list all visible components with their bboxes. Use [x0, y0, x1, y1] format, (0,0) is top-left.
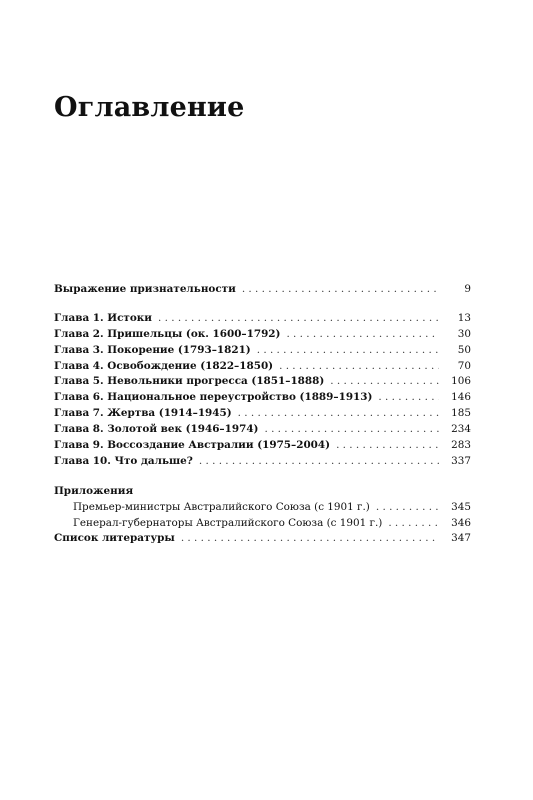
appendices-heading: Приложения: [54, 484, 134, 497]
dot-leader: [388, 516, 439, 532]
toc-entry-label: Глава 6. Национальное переустройство (1889–1913): [54, 391, 373, 404]
toc-entry-label: Выражение признательности: [54, 283, 236, 295]
toc-entry-label: Глава 2. Пришельцы (ок. 1600–1792): [54, 327, 281, 340]
toc-entry-chapter-7: [54, 406, 471, 422]
dot-leader: [286, 327, 439, 343]
toc-entry-chapter-1: [54, 311, 471, 327]
toc-entry-bibliography: [54, 531, 471, 547]
toc-page-number: 337: [451, 454, 471, 467]
toc-entry-label: Глава 1. Истоки: [54, 311, 152, 324]
toc-page-number: 13: [457, 311, 471, 324]
page-title: Оглавление: [54, 92, 245, 123]
dot-leader: [238, 406, 439, 422]
toc-entry-label: Список литературы: [54, 532, 175, 545]
toc-entry-label: Глава 3. Покорение (1793–1821): [54, 343, 251, 356]
dot-leader: [158, 311, 439, 327]
dot-leader: [257, 343, 439, 359]
spacer: [54, 298, 471, 311]
toc-entry-label: Глава 10. Что дальше?: [54, 454, 193, 467]
toc-page-number: 50: [457, 343, 471, 356]
dot-leader: [336, 438, 439, 454]
spacer: [54, 470, 471, 484]
toc-page-number: 70: [457, 359, 471, 372]
toc-entry-label: Генерал-губернаторы Австралийского Союза (с 1901 г.): [73, 516, 383, 529]
toc-page-number: 9: [464, 283, 471, 295]
dot-leader: [279, 359, 439, 375]
toc-page-number: 283: [451, 439, 471, 452]
dot-leader: [376, 500, 439, 516]
toc-entry-chapter-9: [54, 438, 471, 454]
toc-entry-label: Глава 9. Воссоздание Австралии (1975–2004): [54, 439, 331, 452]
toc-entry-acknowledgements: [54, 282, 471, 298]
toc-page-number: 347: [451, 532, 471, 545]
toc-page-number: 346: [451, 516, 471, 529]
toc-entry-label: Глава 4. Освобождение (1822–1850): [54, 359, 274, 372]
toc-entry-chapter-3: [54, 343, 471, 359]
toc-entry-label: Премьер-министры Австралийского Союза (с 1901 г.): [73, 500, 370, 513]
toc-entry-label: Глава 8. Золотой век (1946–1974): [54, 423, 259, 436]
toc-entry-chapter-4: [54, 359, 471, 375]
toc-entry-appendix-1: [54, 500, 471, 516]
toc-entry-label: Глава 7. Жертва (1914–1945): [54, 407, 232, 420]
toc-entry-chapter-6: [54, 390, 471, 406]
dot-leader: [181, 531, 439, 547]
toc-entry-chapter-2: [54, 327, 471, 343]
toc-entry-chapter-5: [54, 374, 471, 390]
toc-page-number: 30: [457, 327, 471, 340]
table-of-contents: [54, 282, 471, 547]
dot-leader: [264, 422, 439, 438]
toc-entry-chapter-8: [54, 422, 471, 438]
toc-entry-chapter-10: [54, 454, 471, 470]
dot-leader: [330, 374, 439, 390]
dot-leader: [199, 454, 439, 470]
toc-page-number: 345: [451, 500, 471, 513]
dot-leader: [242, 282, 439, 298]
toc-entry-label: Глава 5. Невольники прогресса (1851–1888): [54, 375, 325, 388]
toc-entry-appendix-2: [54, 516, 471, 532]
toc-page-number: 185: [451, 407, 471, 420]
dot-leader: [378, 390, 439, 406]
toc-page-number: 146: [451, 391, 471, 404]
toc-page-number: 234: [451, 423, 471, 436]
toc-page-number: 106: [451, 375, 471, 388]
